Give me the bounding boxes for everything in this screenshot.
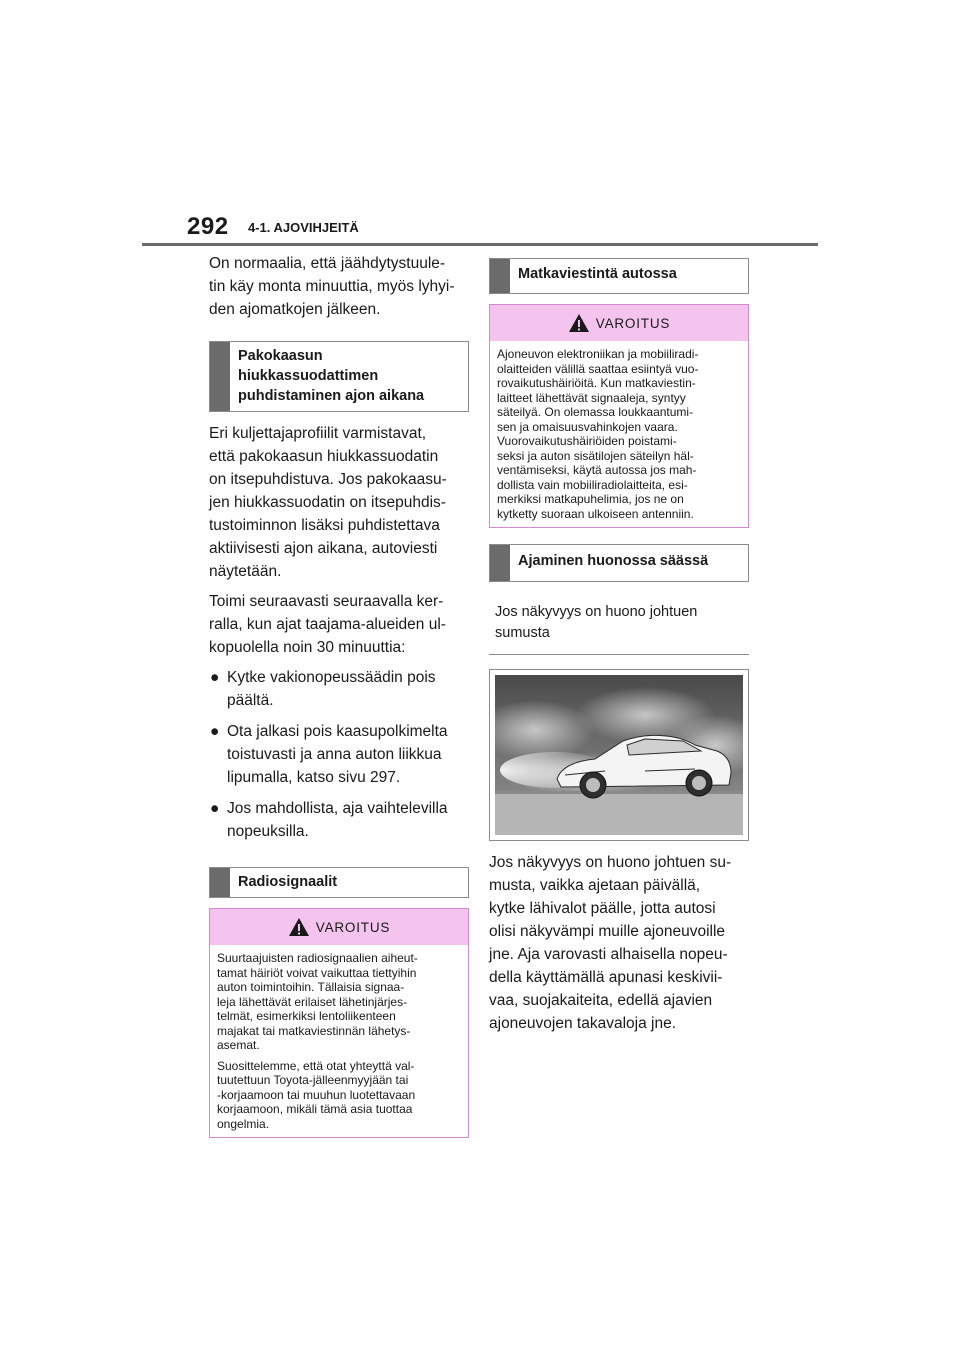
header-divider (142, 243, 818, 246)
right-column (489, 258, 749, 1042)
warning-title: VAROITUS (315, 919, 391, 935)
list-item: ● Jos mahdollista, aja vaihtelevilla nopeuksilla. (209, 797, 469, 843)
heading-bad-weather: Ajaminen huonossa säässä (489, 544, 749, 582)
warning-title: VAROITUS (595, 315, 671, 331)
mobile-warning-box (489, 304, 749, 528)
fog-illustration (489, 669, 749, 841)
radio-warning-box (209, 908, 469, 1138)
heading-particle-filter: Pakokaasun hiukkassuodattimen puhdistaminen ajon aikana (209, 341, 469, 412)
warning-paragraph: Ajoneuvon elektroniikan ja mobiiliradi- olaitteiden välillä saattaa esiintyä vuo- rovaikutushäiriöitä. Kun matkaviestin- laitteet lähettävät signaaleja, syntyy säteilyä. On olemassa loukkaantumi- sen ja omaisuusvahinkojen vaara. Vuorovaikutushäiriöiden poistami- seksi ja auton sisätilojen säteilyn häl- ventämiseksi, käytä autossa jos mah- dollista vain mobiiliradiolaitteita, esi- merkiksi matkapuhelimia, jos ne on kytketty suoraan ulkoiseen antenniin. (497, 347, 699, 521)
list-item: ● Kytke vakionopeussäädin pois päältä. (209, 666, 469, 712)
list-item: ● Ota jalkasi pois kaasupolkimelta toistuvasti ja anna auton liikkua lipumalla, katso sivu 297. (209, 720, 469, 789)
particle-filter-paragraph: Eri kuljettajaprofiilit varmistavat, että pakokaasun hiukkassuodatin on itsepuhdistuva. Jos pakokaasu- jen hiukkassuodatin on itsepuhdis- tustoiminnon lisäksi puhdistettava aktiivisesti ajon aikana, autoviesti näytetään. (209, 425, 447, 580)
warning-paragraph: Suurtaajuisten radiosignaalien aiheut- tamat häiriöt voivat vaikuttaa tiettyihin auton toimintoihin. Tällaisia signaa- leja lähettävät erilaiset lähetinjärjes- telmät, esimerkiksi lentoliikenteen majakat tai matkaviestinnän lähetys- asemat. (217, 951, 418, 1052)
warning-icon (288, 917, 310, 937)
intro-paragraph: On normaalia, että jäähdytystuule- tin käy monta minuuttia, myös lyhyi- den ajomatkojen jälkeen. (209, 255, 455, 318)
warning-paragraph: Suosittelemme, että otat yhteyttä val- tuutettuun Toyota-jälleenmyyjään tai -korjaamoon tai muuhun luotettavaan korjaamoon, mikäli tämä asia tuottaa ongelmia. (217, 1058, 416, 1131)
fog-subheading: Jos näkyvyys on huono johtuen sumusta (489, 592, 749, 655)
bullet-icon: ● (210, 669, 220, 686)
instructions-paragraph: Toimi seuraavasti seuraavalla ker- ralla, kun ajat taajama-alueiden ul- kopuolella noin 30 minuuttia: (209, 593, 446, 656)
heading-radio-signals: Radiosignaalit (209, 867, 469, 898)
bullet-icon: ● (210, 723, 220, 740)
fog-paragraph: Jos näkyvyys on huono johtuen su- musta, vaikka ajetaan päivällä, kytke lähivalot päälle, jotta autosi olisi näkyvämpi muille ajoneuvoille jne. Aja varovasti alhaisella nopeu- della käyttämällä apunasi keskivii- vaa, suojakaiteita, edellä ajavien ajoneuvojen takavaloja jne. (489, 854, 732, 1032)
car-in-fog-image (495, 675, 743, 835)
warning-icon (568, 313, 590, 333)
left-column (209, 252, 469, 1138)
section-title: 4-1. AJOVIHJEITÄ (248, 220, 359, 235)
heading-mobile-communication: Matkaviestintä autossa (489, 258, 749, 294)
bullet-icon: ● (210, 800, 220, 817)
page-number: 292 (187, 213, 229, 240)
